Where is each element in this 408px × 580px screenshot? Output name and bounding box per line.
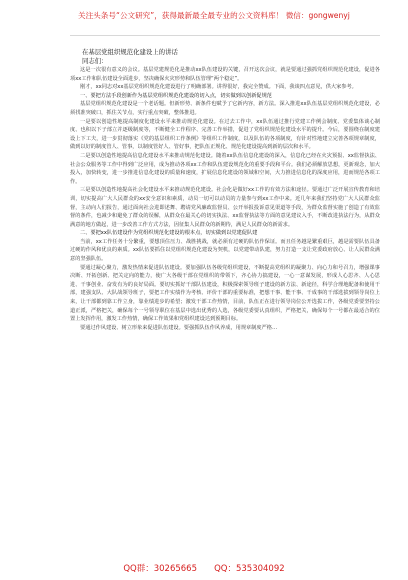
banner-text: 关注头条号“公文研究”，获得最新最全最专业的公文资料库！ 微信：gongwenyj bbox=[78, 11, 350, 20]
document-title: 在基层党组织规范化建设上的讲话 bbox=[82, 48, 178, 56]
banner-divider bbox=[70, 35, 380, 36]
salutation: 同志们： bbox=[82, 57, 108, 65]
paragraph-list bbox=[70, 66, 380, 332]
document-body bbox=[70, 48, 380, 553]
paragraph: 刚才，xx同志对xx基层党组织规范化建设进行了明确部署。讲得很好，我完全赞成。下面，我谈四点意见，供大家参考。 bbox=[80, 84, 357, 91]
footer-contact bbox=[0, 556, 408, 576]
paragraph: 要通过作风建设、树立形象来促进队伍建设。要强抓队伍作风养成，用规章制度严格… bbox=[80, 324, 278, 331]
paragraph: 三是要以创造性地提高社会化建设水平来推动规范化建设。社会化是做好xx工作的有效方法和途径。要通过广泛开展宣传教育和培训，切实提高广大人民群众的xx安全意识和素质，动员一切可以动员的力量参与到xx工作中来。近几年来我们坚持党广大人民群众监督，主动向人们报告，通过面向社会进即述舞、聘请党风廉政监督员、公开举报投诉意见渠道等手段，为群众监督实施了创造了有效监督的条件，也减少和避免了群众的误解，从群众在最关心的切实执法、xx监督执法等方面的意见建议入手，不断改进执法行为，从群众满意的地方做起，进一步改善工作方式方法，因征集人民群众的新期待，满足人民群众的新需求。 bbox=[70, 187, 380, 228]
paragraph: 基层党组织规范化建设是一个老话题。但新形势、新条件也赋予了它新内容，新方法。深入推进xx队伍基层党组织规范化建设，必须找准突破口，抓住关节点，实行重点突破，整体推进。 bbox=[70, 101, 380, 116]
section-heading: 二、要把xx队伍建设作为党组织规范化建设的根本点，切实做到以党建促队建 bbox=[80, 230, 258, 237]
paragraph: 当前，xx工作任务十分繁重，要想顶住压力、战胜挑战，就必须有过硬的队伍作保证。而且任务越是繁重艰巨，越是需要队伍具备过硬的作风和优良的素质。xx队伍要抓住以党组织规范化建设为契机，以党建带动队建，努力打造一支让党委政府放心、让人民群众满意的坚强队伍。 bbox=[70, 238, 380, 263]
paragraph: 这是一次很有意义的会议。基层党建规范化是推动xx队伍建设的关键，召开这次会议，就是要通过强抓党组织规范化建设，促进各项xx工作和队伍建设全面进步，坚决确保火灾形势和队伍管理“两个稳定”。 bbox=[70, 67, 380, 82]
paragraph: 二是要以创造性地提高信息化建设水平来推动规范化建设。随着xx队伍信息化建设的深入，信息化已经在火灾预报、xx监督执法、社会公众服务等工作中得到广泛应用，成为推动各项xx工作和队伍建设规范化的重要手段和平台。我们必须解放思想，更新观念，加大投入，加快转变，进一步推进信息化建设的质量和速度，扩展信息化建设的领域和空间，大力推进信息化的深度应用，进而规范各项工作。 bbox=[70, 152, 380, 185]
section-heading: 一、要把方法手段创新作为基层党组织规范化建设的切入点，切实做到以创新促规范 bbox=[80, 92, 272, 99]
qq-group-text: QQ群：30265665 bbox=[123, 564, 197, 574]
header-banner bbox=[0, 0, 408, 44]
paragraph: 要通过凝心聚力，激发热情来促进队伍建设。要加强队伍各级党组织建设，不断提高党组织的凝聚力、向心力和号召力，增强课事决断、开拓创新、把关定向的能力，使广大各级干部在党组织的带领下，齐心协力搞建设，一心一意谋发展，形成人心思齐、人心思进、干事创业、奋发有为的良好局面。要切实抓好干部队伍建设，积极探索领导班子建设的新方法、新途径，科学合理地配备和使用干部，建强支队、大队战领导班子，要把工作实绩作为考核、评价干部的重要标准，把想干事、能干事、干成事的干部选拔到领导岗位上来，让干部都到靠工作立身，靠业绩进步的希望；激发干部工作热情，目前，队伍正在进行领导岗位公开选拔工作，各级党委要坚持公道正派，严格把关，确保每个一号领导职位在基层中选出优秀的人选，各级党委要认真组织，严格把关，确保每个一号都在最适合的位置上发挥作用，激发工作热情，确保工作效果和党组织建设达到预期目标。 bbox=[70, 264, 380, 323]
paragraph: 一是要以创造性地提高制度化建设水平来推动规范化建设。在过去工作中，xx队伍通过推行党建工作例会制度、党委集体谈心制度、也积以下子部立并逐级制度等，不断健全工作程序、完善工作举措，促进了党组织规范化建设水平的提升。今后，要围绕在制度建设上下工夫，进一步贯彻落实《党的基层组织工作条例》等组织工作制度，以及队伍的各项制度，有针对性地建立完善各项规章制度，做到以好的制度管人、管事，以制度管好人、管好事，把队伍正规化、规范化建设提高到新的层次和水平。 bbox=[70, 118, 380, 151]
qq-text: QQ：535304092 bbox=[214, 564, 285, 574]
